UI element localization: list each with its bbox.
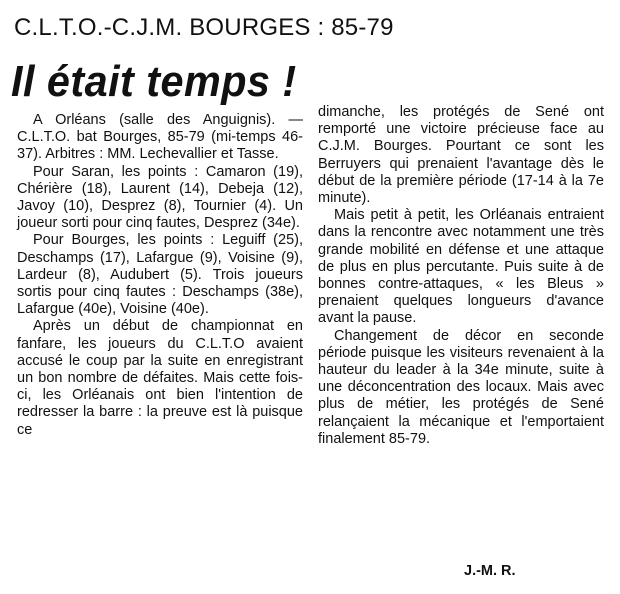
match-score-kicker: C.L.T.O.-C.J.M. BOURGES : 85-79: [14, 14, 394, 41]
article-headline: Il était temps !: [11, 57, 297, 106]
article-paragraph-first-half: Mais petit à petit, les Orléanais entraient dans la rencontre avec notamment une très grande mobilité en défense et une attaque de plus en plus percutante. Puis suite à de bonnes contre-attaques, « les Bleus » prenaient quelques longueurs d'avance avant la pause.: [318, 207, 604, 327]
article-paragraph-second-half: Changement de décor en seconde période puisque les visiteurs revenaient à la hauteur du leader à la 34e minute, suite à une déconcentration des locaux. Mais avec plus de métier, les protégés de Sené relançaient la mécanique et l'emportaient finalement 85-79.: [318, 327, 604, 447]
article-paragraph-continuation: dimanche, les protégés de Sené ont remporté une victoire précieuse face au C.J.M. Bourges. Pourtant ce sont les Berruyers qui prenaient l'avantage dès le début de la première période (17-14 à la 7e minute).: [318, 104, 604, 207]
article-paragraph-intro: Après un début de championnat en fanfare, les joueurs du C.L.T.O avaient accusé le coup par la suite en enregistrant un bon nombre de défaites. Mais cette fois-ci, les Orléanais ont bien l'intention de redresser la barre : la preuve est là puisque ce: [17, 318, 303, 438]
article-paragraph-venue: A Orléans (salle des Anguignis). — C.L.T.O. bat Bourges, 85-79 (mi-temps 46-37). Arbitres : MM. Lechevallier et Tasse.: [17, 112, 303, 163]
article-column-left: [17, 112, 303, 439]
author-signature: J.-M. R.: [464, 563, 516, 579]
article-paragraph-saran-points: Pour Saran, les points : Camaron (19), Chérière (18), Laurent (14), Debeja (12), Javoy (10), Desprez (8), Tournier (4). Un joueur sorti pour cinq fautes, Desprez (34e).: [17, 163, 303, 232]
article-column-right: [318, 104, 604, 448]
article-paragraph-bourges-points: Pour Bourges, les points : Leguiff (25), Deschamps (17), Lafargue (9), Voisine (9), Lardeur (8), Audubert (5). Trois joueurs sortis pour cinq fautes : Deschamps (38e), Lafargue (40e), Voisine (40e).: [17, 232, 303, 318]
